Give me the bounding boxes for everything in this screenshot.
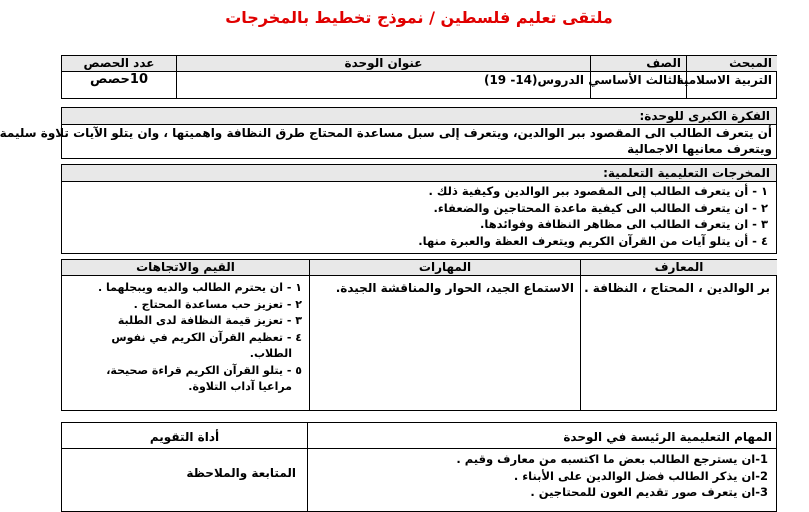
periods-value: 10حصص: [89, 72, 148, 87]
values-header: القيم والاتجاهات: [62, 260, 309, 275]
outcomes-heading: المخرجات التعليمية التعلمية:: [62, 165, 776, 181]
value-item: الطلاب.: [249, 347, 292, 360]
periods-header: عدد الحصص: [62, 56, 176, 71]
value-item: ٣ - تعزيز قيمة النظافة لدى الطلبة: [117, 314, 302, 327]
skills-header: المهارات: [310, 260, 580, 275]
unit-title-value: الدروس(14- 19): [483, 73, 584, 87]
outcome-item: ٣ - ان يتعرف الطالب الى مظاهر النظافة وفوائدها.: [480, 217, 768, 231]
kss-table: [61, 259, 777, 411]
tasks-header: المهام التعليمية الرئيسة في الوحدة: [563, 430, 772, 444]
big-idea-section: [0, 107, 777, 159]
page-title: ملتقى تعليم فلسطين / نموذج تخطيط بالمخرجات: [225, 8, 613, 27]
values-list: [66, 280, 302, 396]
value-item: ٢ - تعزيز حب مساعدة المحتاج .: [133, 297, 302, 311]
grade-value: الثالث الأساسي: [588, 73, 681, 87]
knowledge-value: بر الوالدين ، المحتاج ، النظافة .: [584, 281, 770, 295]
subject-header: المبحث: [687, 56, 777, 71]
skills-value: الاستماع الجيد، الحوار والمناقشة الجيدة.: [335, 281, 574, 295]
subject-value: التربية الاسلامية: [676, 73, 772, 87]
outcomes-section: [61, 164, 777, 254]
outcomes-list: [70, 183, 768, 249]
big-idea-line2: ويتعرف معانيها الاجمالية: [627, 142, 772, 156]
assessment-header: أداة التقويم: [149, 430, 220, 444]
grade-header: الصف: [591, 56, 686, 71]
task-item: 1-ان يسترجع الطالب بعض ما اكتسبه من معارف وقيم .: [456, 452, 768, 466]
outcome-item: ٢ - ان يتعرف الطالب الى كيفية ماعدة المحتاجين والضعفاء.: [433, 200, 768, 215]
outcome-item: ١ - أن يتعرف الطالب إلى المقصود ببر الوالدين وكيفية ذلك .: [428, 184, 768, 198]
assessment-value: المتابعة والملاحظة: [186, 466, 296, 480]
tasks-table: [61, 422, 777, 512]
task-item: 3-ان يتعرف صور تقديم العون للمحتاجين .: [530, 485, 768, 499]
tasks-list: [312, 451, 768, 501]
big-idea-heading: الفكرة الكبرى للوحدة:: [62, 108, 776, 124]
unit-title-header: عنوان الوحدة: [177, 56, 590, 71]
knowledge-header: المعارف: [581, 260, 777, 275]
header-table: [61, 55, 777, 99]
value-item: ٥ - يتلو القرآن الكريم قراءة صحيحة،: [106, 363, 302, 377]
value-item: ٤ - تعظيم القرآن الكريم في نفوس: [111, 330, 302, 344]
big-idea-line1: أن يتعرف الطالب الى المقصود ببر الوالدين، ويتعرف إلى سبل مساعدة المحتاج طرق النظافة واهميتها ، وان يتلو الآيات تلاوة سليمة: [0, 126, 772, 140]
outcome-item: ٤ - أن يتلو آيات من القرآن الكريم ويتعرف العظة والعبرة منها.: [418, 233, 768, 248]
value-item: مراعيا آداب التلاوة.: [188, 380, 292, 393]
value-item: ١ - ان يحترم الطالب والديه ويبجلهما .: [98, 281, 302, 294]
task-item: 2-ان يذكر الطالب فضل الوالدين على الأبناء .: [513, 468, 768, 483]
